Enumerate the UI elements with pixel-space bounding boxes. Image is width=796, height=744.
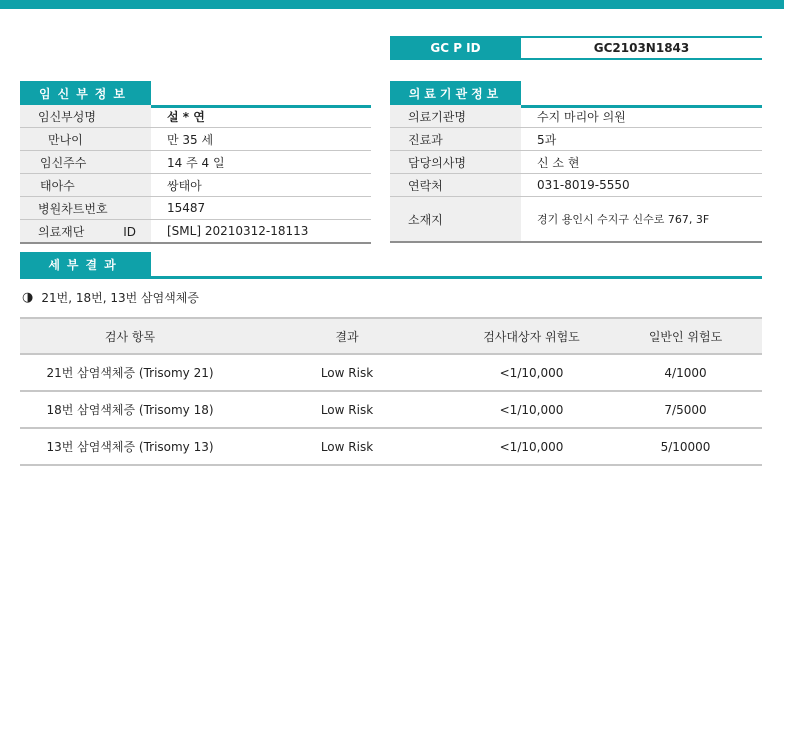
result-item-title-text: 21번, 18번, 13번 삼염색체증 (41, 291, 199, 305)
patient-section-header (20, 81, 371, 108)
result-cell: Low Risk (240, 428, 454, 465)
gcp-id-value: GC2103N1843 (593, 41, 690, 55)
patient-name-label: 임신부성명 (20, 105, 151, 128)
subject-risk-cell: <1/10,000 (454, 354, 609, 391)
subject-risk-cell: <1/10,000 (454, 428, 609, 465)
age-value: 만 35 세 (151, 128, 371, 151)
address-value: 경기 용인시 수지구 신수로 767, 3F (521, 197, 762, 243)
column-header-general-risk: 일반인 위험도 (609, 318, 762, 354)
detail-section-title: 세부결과 (20, 252, 151, 276)
table-row (390, 174, 762, 197)
result-cell: Low Risk (240, 391, 454, 428)
gestation-label: 임신주수 (20, 151, 151, 174)
department-label: 진료과 (390, 128, 521, 151)
chart-number-label: 병원차트번호 (20, 197, 151, 220)
patient-section-title: 임신부정보 (20, 81, 151, 105)
table-row (20, 128, 371, 151)
column-header-test-item: 검사 항목 (20, 318, 240, 354)
column-header-subject-risk: 검사대상자 위험도 (454, 318, 609, 354)
table-row (390, 151, 762, 174)
department-value: 5과 (521, 128, 762, 151)
table-row (390, 197, 762, 243)
fetus-count-label: 태아수 (20, 174, 151, 197)
table-row (20, 391, 762, 428)
result-item-title (22, 289, 199, 306)
clinic-info-table (390, 105, 762, 243)
general-risk-cell: 5/10000 (609, 428, 762, 465)
subject-risk-cell: <1/10,000 (454, 391, 609, 428)
test-item-cell: 13번 삼염색체증 (Trisomy 13) (20, 428, 240, 465)
age-label: 만나이 (20, 128, 151, 151)
clinic-name-value: 수지 마리아 의원 (521, 105, 762, 128)
fetus-count-value: 쌍태아 (151, 174, 371, 197)
patient-name-value: 설 * 연 (151, 105, 371, 128)
table-row (20, 174, 371, 197)
table-row (390, 105, 762, 128)
patient-info-table (20, 105, 371, 244)
result-table (20, 317, 762, 466)
doctor-label: 담당의사명 (390, 151, 521, 174)
test-item-cell: 21번 삼염색체증 (Trisomy 21) (20, 354, 240, 391)
result-cell: Low Risk (240, 354, 454, 391)
table-row (20, 197, 371, 220)
table-row (20, 105, 371, 128)
clinic-name-label: 의료기관명 (390, 105, 521, 128)
table-row (20, 354, 762, 391)
table-row (20, 428, 762, 465)
gestation-value: 14 주 4 일 (151, 151, 371, 174)
gcp-id-label: GC P ID (390, 38, 521, 58)
half-circle-icon: ◑ (22, 290, 34, 305)
table-row (390, 128, 762, 151)
column-header-result: 결과 (240, 318, 454, 354)
contact-value: 031-8019-5550 (521, 174, 762, 197)
foundation-id-label: 의료재단 ID (20, 220, 151, 244)
foundation-id-value: [SML] 20210312-18113 (151, 220, 371, 244)
table-row (20, 151, 371, 174)
doctor-value: 신 소 현 (521, 151, 762, 174)
general-risk-cell: 4/1000 (609, 354, 762, 391)
test-item-cell: 18번 삼염색체증 (Trisomy 18) (20, 391, 240, 428)
chart-number-value: 15487 (151, 197, 371, 220)
contact-label: 연락처 (390, 174, 521, 197)
clinic-section-title: 의료기관정보 (390, 81, 521, 105)
gcp-id-box (390, 36, 762, 60)
clinic-section-header (390, 81, 762, 108)
table-row (20, 220, 371, 244)
address-label: 소재지 (390, 197, 521, 243)
top-accent-bar (0, 0, 784, 9)
detail-section-header (20, 252, 762, 279)
general-risk-cell: 7/5000 (609, 391, 762, 428)
table-header-row (20, 318, 762, 354)
